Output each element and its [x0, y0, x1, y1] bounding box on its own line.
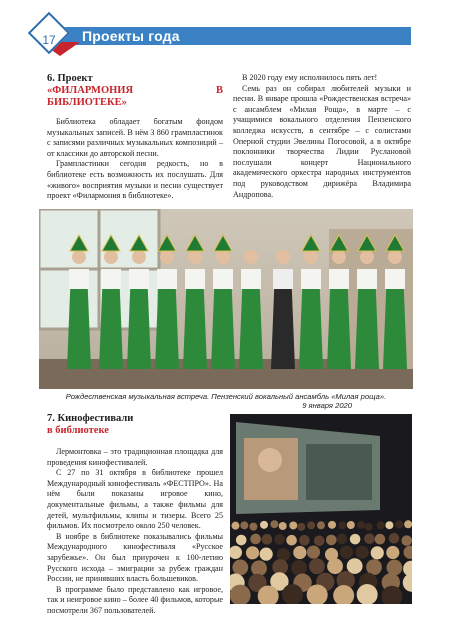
- performer-head: [132, 250, 146, 264]
- performer-head: [388, 250, 402, 264]
- section-header-title: Проекты года: [82, 28, 180, 44]
- performer-blouse: [157, 269, 177, 289]
- audience-head: [401, 535, 412, 546]
- audience-head: [279, 522, 287, 530]
- ensemble-photo: [39, 209, 413, 389]
- section6-paragraph-1: Библиотека обладает богатым фондом музыкальных записей. В нём 3 860 грампластинок с записями различных музыкальных композиций – от классики до авторской песни.: [47, 117, 223, 158]
- section7-paragraph-1: Лермонтовка – это традиционная площадка для проведения кинофестивалей.: [47, 447, 223, 467]
- audience-head: [327, 558, 343, 574]
- audience-head: [309, 558, 325, 574]
- audience-head: [289, 521, 297, 529]
- performer-blouse: [385, 269, 405, 289]
- audience-head: [357, 521, 365, 529]
- audience-head: [340, 546, 353, 559]
- performer-head: [244, 250, 258, 264]
- performer-blouse: [301, 269, 321, 289]
- audience-head: [389, 533, 400, 544]
- section6-left-column: [47, 73, 223, 202]
- performer-blouse: [101, 269, 121, 289]
- audience-head: [364, 534, 375, 545]
- cinema-hall-photo: [230, 414, 412, 604]
- audience-head: [339, 521, 347, 529]
- performer-head: [188, 250, 202, 264]
- audience-head: [314, 535, 325, 546]
- audience-head: [356, 546, 369, 559]
- performer-head: [276, 250, 290, 264]
- section7-paragraph-2: С 27 по 31 октября в библиотеке прошел Международный кинофестиваль «ФЕСТПРО». На нём были показаны игровое кино, документальные фильмы, а также фильмы для детей, мультфильмы, клипы и тизеры. Всего 25 фильмов. Их посмотрело около 250 человек.: [47, 468, 223, 531]
- audience-head: [385, 521, 393, 529]
- performer-blouse: [329, 269, 349, 289]
- audience-head: [274, 534, 285, 545]
- audience-head: [317, 521, 325, 529]
- audience-head: [291, 560, 307, 576]
- audience-head: [404, 520, 412, 528]
- section6-paragraph-2: Грампластинки сегодня редкость, но в библиотеке есть возможность их послушать. Для «живого» восприятия музыки и песни существует проект «Филармония в библиотеке».: [47, 159, 223, 201]
- audience-head: [365, 523, 373, 531]
- performer-head: [332, 250, 346, 264]
- audience-head: [250, 534, 261, 545]
- audience-head: [270, 520, 278, 528]
- section6-title: [47, 73, 223, 109]
- audience-head: [366, 559, 382, 575]
- section6-title-number: 6. Проект: [47, 73, 93, 84]
- section7-title: [47, 413, 223, 437]
- audience-head: [262, 534, 273, 545]
- ensemble-photo-image: [39, 209, 413, 389]
- section6-right-column: [233, 73, 411, 200]
- audience-head: [240, 521, 248, 529]
- section6-title-name: «ФИЛАРМОНИЯ В БИБЛИОТЕКЕ»: [47, 85, 223, 108]
- performer-head: [360, 250, 374, 264]
- audience-head: [260, 548, 273, 561]
- audience-head: [286, 535, 297, 546]
- audience-head: [328, 521, 336, 529]
- section6-paragraph-3: В 2020 году ему исполнилось пять лет!: [242, 73, 378, 82]
- performer-blouse: [357, 269, 377, 289]
- audience-head: [347, 521, 355, 529]
- caption-line-1: Рождественская музыкальная встреча. Пензенский вокальный ансамбль «Милая роща».: [65, 392, 387, 401]
- audience-head: [375, 534, 386, 545]
- performer-head: [72, 250, 86, 264]
- audience-head: [386, 546, 399, 559]
- cinema-hall-photo-image: [230, 414, 412, 604]
- audience-head: [307, 521, 315, 529]
- audience-head: [231, 522, 239, 530]
- audience-head: [251, 560, 267, 576]
- audience-head: [326, 535, 337, 546]
- performer-head: [216, 250, 230, 264]
- audience-head: [337, 534, 348, 545]
- section7-column: [47, 413, 223, 617]
- performer-head: [160, 250, 174, 264]
- performer-head: [104, 250, 118, 264]
- section7-title-line2: в библиотеке: [47, 425, 109, 436]
- audience-head: [395, 520, 403, 528]
- section7-title-number: 7.: [47, 413, 55, 424]
- audience-head: [371, 546, 384, 559]
- performer-blouse: [69, 269, 89, 289]
- audience-head: [307, 545, 320, 558]
- performer-blouse: [213, 269, 233, 289]
- audience-head: [232, 560, 248, 576]
- section7-paragraph-3: В ноябре в библиотеке показывались фильмы Международного кинофестиваля «Русское зарубежье». Он был приурочен к 100-летию Русского исхода – эмиграции за рубеж граждан России, не принявших власть большевиков.: [47, 531, 223, 584]
- audience-head: [246, 546, 259, 559]
- audience-head: [347, 558, 363, 574]
- ensemble-photo-caption: [40, 392, 412, 411]
- audience-head: [236, 535, 247, 546]
- audience-head: [293, 546, 306, 559]
- page-number: 17: [42, 33, 56, 47]
- audience-head: [377, 521, 385, 529]
- performer-blouse: [185, 269, 205, 289]
- audience-head: [260, 521, 268, 529]
- audience-head: [299, 535, 310, 546]
- section7-paragraph-4: В программе было представлено как игровое, так и неигровое кино – более 40 фильмов, которые посмотрели 367 пользователей.: [47, 584, 223, 615]
- caption-line-2: 9 января 2020: [302, 401, 352, 411]
- section7-title-line1: Кинофестивали: [57, 413, 134, 424]
- performer-head: [304, 250, 318, 264]
- audience-head: [249, 523, 257, 531]
- audience-head: [350, 534, 361, 545]
- audience-head: [297, 523, 305, 531]
- section6-paragraph-4: Семь раз он собирал любителей музыки и песни. В январе прошла «Рождественская встреча» с ансамблем «Милая Роща», в марте – с учащимися вокального отделения Пензенского колледжа искусств, в сентябре – с солистами Оперной студии Эвелины Погосовой, а в октябре поклонники творчества Лидии Руслановой послушали концерт Национального академического оркестра народных инструментов под руководством дирижёра Владимира Андропова.: [233, 83, 411, 199]
- audience-head: [386, 560, 402, 576]
- performer-blouse: [273, 269, 293, 289]
- performer-blouse: [241, 269, 261, 289]
- performer-blouse: [129, 269, 149, 289]
